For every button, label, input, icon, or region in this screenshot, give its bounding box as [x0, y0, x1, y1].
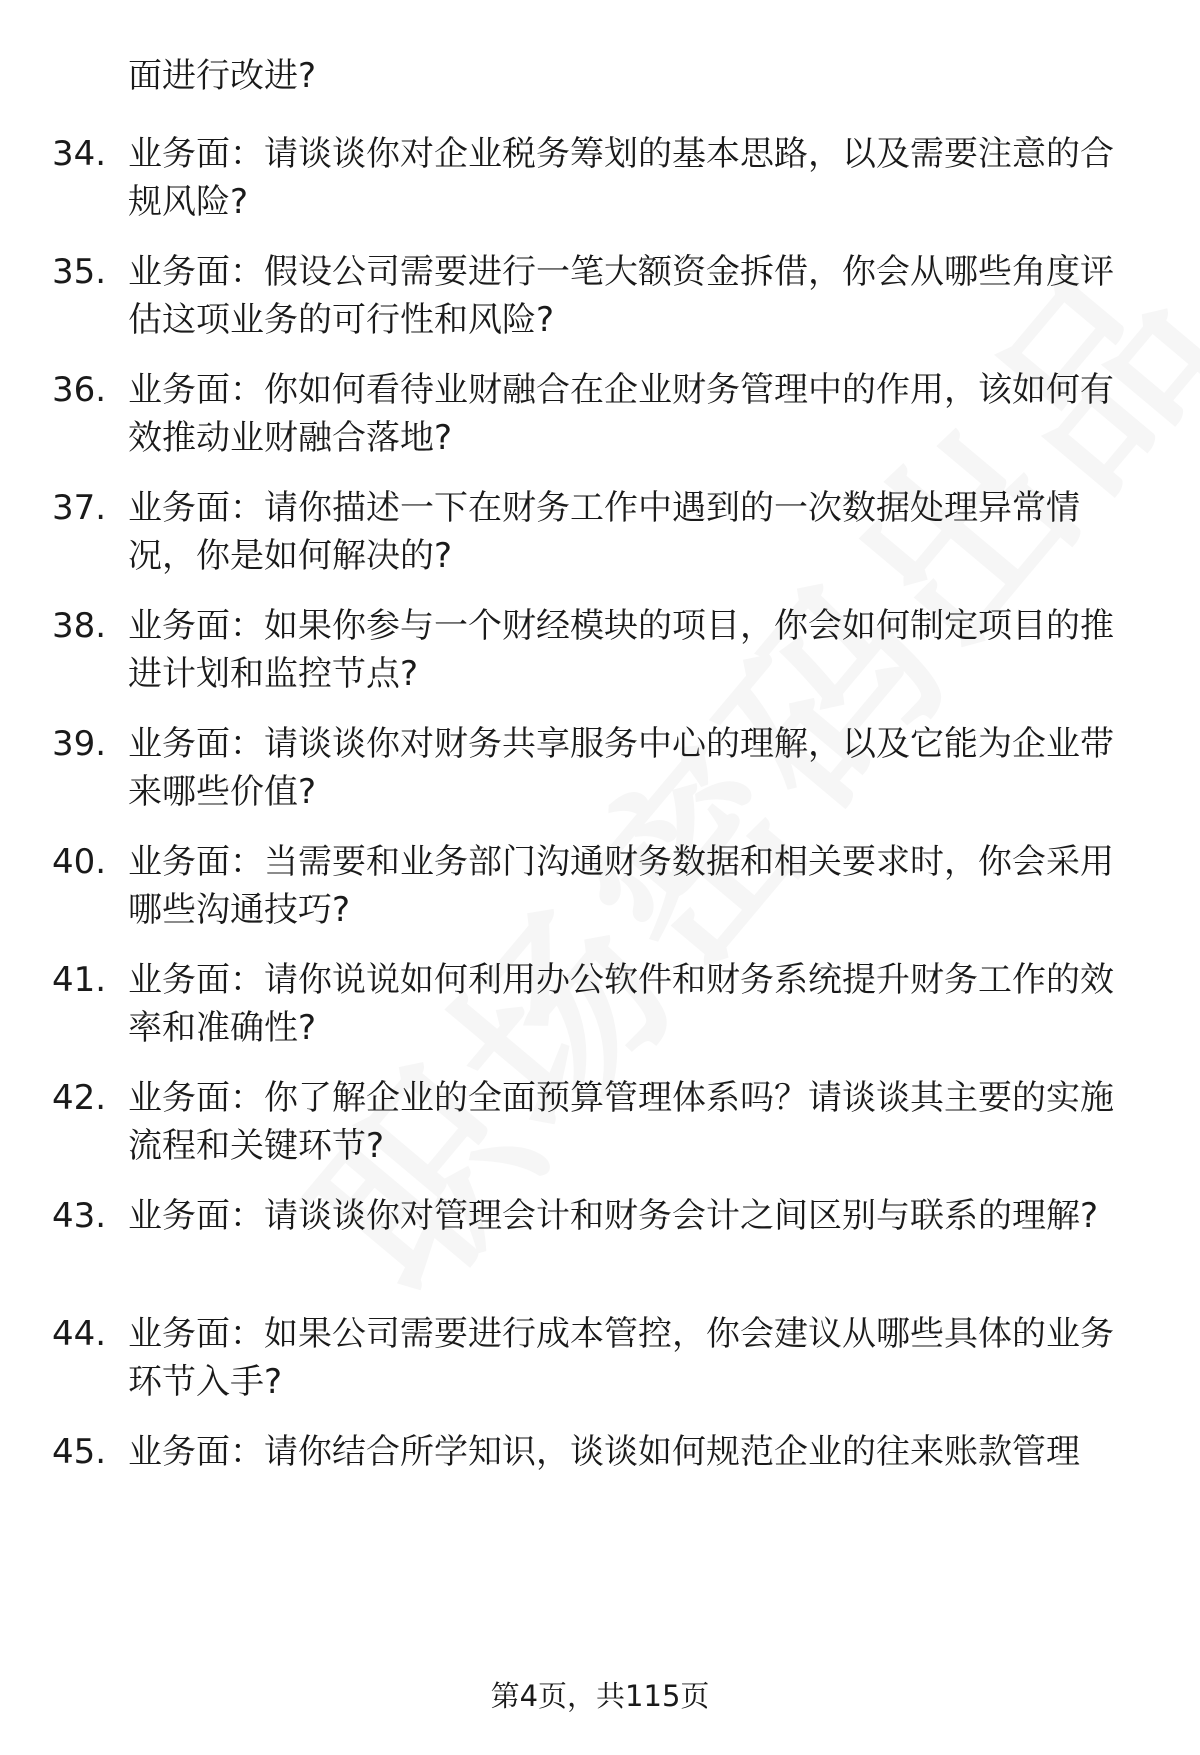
question-text: 业务面：请谈谈你对企业税务筹划的基本思路，以及需要注意的合规风险?	[128, 134, 1114, 222]
question-number: 43.	[52, 1196, 107, 1236]
question-number: 41.	[52, 960, 107, 1000]
question-text: 业务面：假设公司需要进行一笔大额资金拆借，你会从哪些角度评估这项业务的可行性和风险?	[128, 252, 1114, 340]
question-number: 40.	[52, 842, 107, 882]
question-number: 34.	[52, 134, 107, 174]
question-number: 39.	[52, 724, 107, 764]
question-number: 36.	[52, 370, 107, 410]
question-text: 业务面：请谈谈你对财务共享服务中心的理解，以及它能为企业带来哪些价值?	[128, 724, 1114, 812]
question-text: 业务面：如果你参与一个财经模块的项目，你会如何制定项目的推进计划和监控节点?	[128, 606, 1114, 694]
question-text: 业务面：你了解企业的全面预算管理体系吗？请谈谈其主要的实施流程和关键环节?	[128, 1078, 1114, 1166]
question-number: 38.	[52, 606, 107, 646]
question-text: 业务面：如果公司需要进行成本管控，你会建议从哪些具体的业务环节入手?	[128, 1314, 1114, 1402]
page-footer: 第4页，共115页	[490, 1679, 710, 1713]
question-text: 业务面：请谈谈你对管理会计和财务会计之间区别与联系的理解?	[128, 1196, 1099, 1236]
continued-question-text: 面进行改进?	[128, 56, 317, 96]
question-text: 业务面：请你说说如何利用办公软件和财务系统提升财务工作的效率和准确性?	[128, 960, 1114, 1048]
question-number: 37.	[52, 488, 107, 528]
question-number: 44.	[52, 1314, 107, 1354]
question-text: 业务面：请你结合所学知识，谈谈如何规范企业的往来账款管理	[128, 1432, 1080, 1472]
question-text: 业务面：请你描述一下在财务工作中遇到的一次数据处理异常情况，你是如何解决的?	[128, 488, 1080, 576]
question-number: 35.	[52, 252, 107, 292]
question-text: 业务面：你如何看待业财融合在企业财务管理中的作用，该如何有效推动业财融合落地?	[128, 370, 1114, 458]
question-number: 42.	[52, 1078, 107, 1118]
question-text: 业务面：当需要和业务部门沟通财务数据和相关要求时，你会采用哪些沟通技巧?	[128, 842, 1114, 930]
question-number: 45.	[52, 1432, 107, 1472]
